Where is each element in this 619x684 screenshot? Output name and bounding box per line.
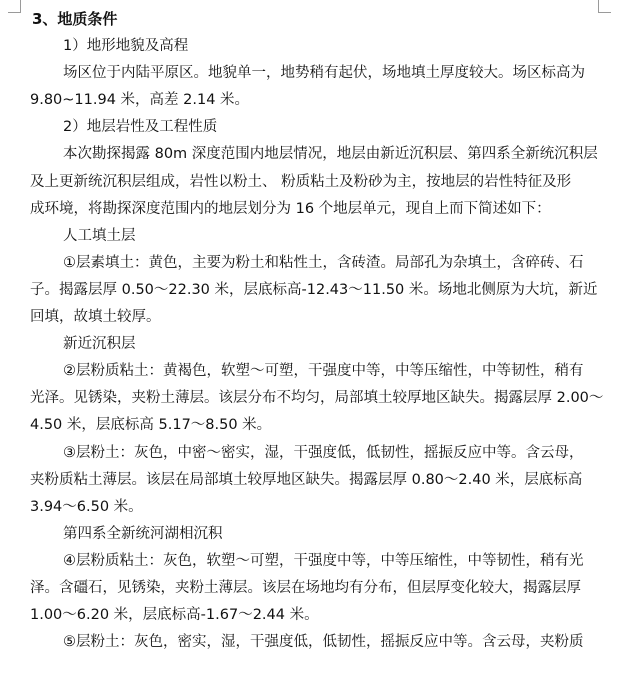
text-line: 本次勘探揭露 80m 深度范围内地层情况，地层由新近沉积层、第四系全新统沉积层 <box>63 146 598 163</box>
text-line: 回填，故填土较厚。 <box>30 309 161 326</box>
text-line: 泽。含礓石，见锈染，夹粉土薄层。该层在场地均有分布，但层厚变化较大，揭露层厚 <box>30 579 581 596</box>
document-body <box>30 6 604 656</box>
text-line: 3.94～6.50 米。 <box>30 498 143 515</box>
text-line: 光泽。见锈染，夹粉土薄层。该层分布不均匀，局部填土较厚地区缺失。揭露层厚 2.00～ <box>30 390 604 407</box>
text-line: 子。揭露层厚 0.50～22.30 米，层底标高-12.43～11.50 米。场地北侧原为大坑，新近 <box>30 281 598 298</box>
text-line: 第四系全新统河湖相沉积 <box>63 525 223 542</box>
text-line: 成环境，将勘探深度范围内的地层划分为 16 个地层单元，现自上而下简述如下： <box>30 200 551 217</box>
text-line: 1.00～6.20 米，层底标高-1.67～2.44 米。 <box>30 607 319 624</box>
margin-corner-top-left <box>8 0 21 13</box>
text-line: 2）地层岩性及工程性质 <box>63 119 218 136</box>
text-line: ③层粉土：灰色，中密～密实，湿，干强度低，低韧性，摇振反应中等。含云母， <box>63 444 584 461</box>
text-line: 9.80~11.94 米，高差 2.14 米。 <box>30 92 250 109</box>
text-line: 及上更新统沉积层组成，岩性以粉土、 粉质粘土及粉砂为主，按地层的岩性特征及形 <box>30 173 572 190</box>
text-line: ⑤层粉土：灰色，密实，湿，干强度低，低韧性，摇振反应中等。含云母，夹粉质 <box>63 634 584 651</box>
text-line: 人工填土层 <box>63 227 136 244</box>
paragraph-lines <box>30 33 604 656</box>
text-line: 1）地形地貌及高程 <box>63 38 189 55</box>
text-line: ④层粉质粘土：灰色，软塑～可塑，干强度中等，中等压缩性，中等韧性，稍有光 <box>63 552 584 569</box>
text-line: 4.50 米，层底标高 5.17～8.50 米。 <box>30 417 272 434</box>
section-heading: 3、地质条件 <box>32 10 118 28</box>
text-line: 新近沉积层 <box>63 336 136 353</box>
text-line: ②层粉质粘土：黄褐色，软塑～可塑，干强度中等，中等压缩性，中等韧性，稍有 <box>63 363 584 380</box>
text-line: 夹粉质粘土薄层。该层在局部填土较厚地区缺失。揭露层厚 0.80～2.40 米，层底标高 <box>30 471 583 488</box>
text-line: ①层素填土：黄色，主要为粉土和粘性土，含砖渣。局部孔为杂填土，含碎砖、石 <box>63 254 584 271</box>
text-line: 场区位于内陆平原区。地貌单一，地势稍有起伏，场地填土厚度较大。场区标高为 <box>63 65 585 82</box>
margin-corner-top-right <box>598 0 611 13</box>
